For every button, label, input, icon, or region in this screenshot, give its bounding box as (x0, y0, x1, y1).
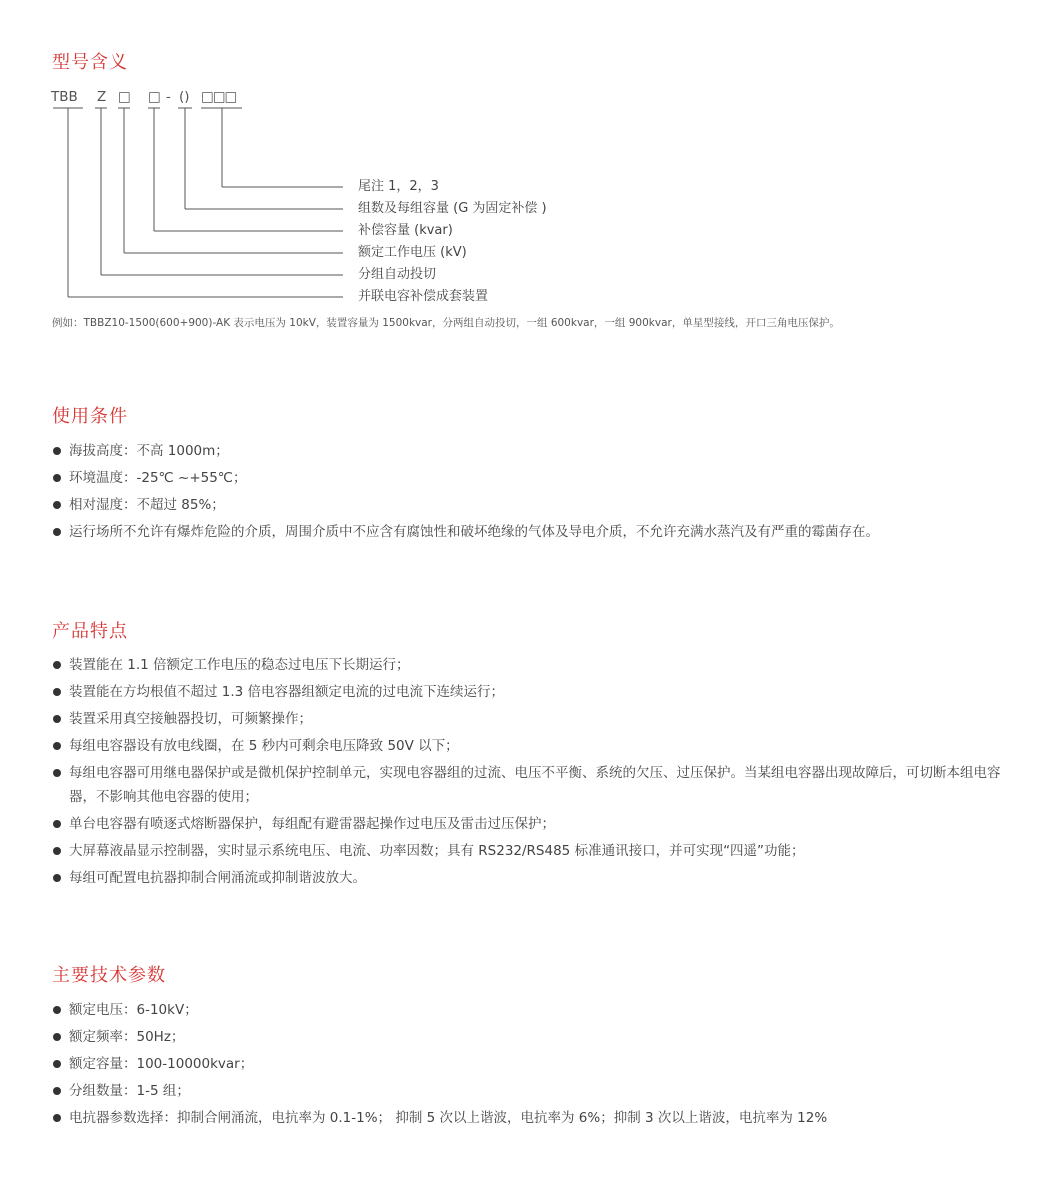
list-item: 分组数量：1-5 组； (52, 1079, 1012, 1103)
features-list (52, 653, 1012, 893)
list-item: 额定频率：50Hz； (52, 1025, 1012, 1049)
code-paren: () (179, 89, 190, 105)
list-item: 每组电容器可用继电器保护或是微机保护控制单元，实现电容器组的过流、电压不平衡、系统的欠压、过压保护。当某组电容器出现故障后，可切断本组电容器，不影响其他电容器的使用； (52, 761, 1012, 809)
list-item: 装置能在 1.1 倍额定工作电压的稳态过电压下长期运行； (52, 653, 1012, 677)
code-box-voltage: □ (118, 89, 131, 105)
tree-label-suffix: 尾注 1，2，3 (358, 179, 439, 194)
params-list (52, 998, 1012, 1133)
list-item: 装置能在方均根值不超过 1.3 倍电容器组额定电流的过电流下连续运行； (52, 680, 1012, 704)
conditions-list (52, 439, 1012, 547)
list-item: 相对湿度：不超过 85%； (52, 493, 1012, 517)
list-item: 每组可配置电抗器抑制合闸涌流或抑制谐波放大。 (52, 866, 1012, 890)
list-item: 运行场所不允许有爆炸危险的介质，周围介质中不应含有腐蚀性和破坏绝缘的气体及导电介质，不允许充满水蒸汽及有严重的霉菌存在。 (52, 520, 1012, 544)
tree-label-voltage: 额定工作电压 (kV) (358, 245, 467, 260)
code-tbb: TBB (51, 89, 78, 105)
list-item: 海拔高度：不高 1000m； (52, 439, 1012, 463)
list-item: 装置采用真空接触器投切，可频繁操作； (52, 707, 1012, 731)
model-tree-lines (0, 0, 1046, 320)
list-item: 每组电容器设有放电线圈，在 5 秒内可剩余电压降致 50V 以下； (52, 734, 1012, 758)
section-title-model: 型号含义 (52, 52, 128, 73)
code-box-capacity: □ (148, 89, 161, 105)
section-title-conditions: 使用条件 (52, 406, 128, 427)
list-item: 环境温度：-25℃ ~+55℃； (52, 466, 1012, 490)
section-title-features: 产品特点 (52, 621, 128, 642)
list-item: 大屏幕液晶显示控制器，实时显示系统电压、电流、功率因数；具有 RS232/RS485 标准通讯接口，并可实现“四遥”功能； (52, 839, 1012, 863)
code-boxes-suffix: □□□ (201, 89, 237, 105)
tree-label-auto-switch: 分组自动投切 (358, 267, 437, 282)
tree-label-device: 并联电容补偿成套装置 (358, 289, 489, 304)
section-title-params: 主要技术参数 (52, 965, 166, 986)
tree-label-groups: 组数及每组容量 (G 为固定补偿 ) (358, 201, 547, 216)
list-item: 额定电压：6-10kV； (52, 998, 1012, 1022)
list-item: 电抗器参数选择：抑制合闸涌流，电抗率为 0.1-1%； 抑制 5 次以上谐波，电抗率为 6%；抑制 3 次以上谐波，电抗率为 12% (52, 1106, 1012, 1130)
code-z: Z (97, 89, 107, 105)
list-item: 单台电容器有喷逐式熔断器保护，每组配有避雷器起操作过电压及雷击过压保护； (52, 812, 1012, 836)
list-item: 额定容量：100-10000kvar； (52, 1052, 1012, 1076)
model-example: 例如：TBBZ10-1500(600+900)-AK 表示电压为 10kV，装置容量为 1500kvar，分两组自动投切，一组 600kvar，一组 900kvar，单星型接线，开口三角电压保护。 (52, 317, 840, 329)
code-dash: - (166, 89, 171, 105)
tree-label-capacity: 补偿容量 (kvar) (358, 223, 453, 238)
